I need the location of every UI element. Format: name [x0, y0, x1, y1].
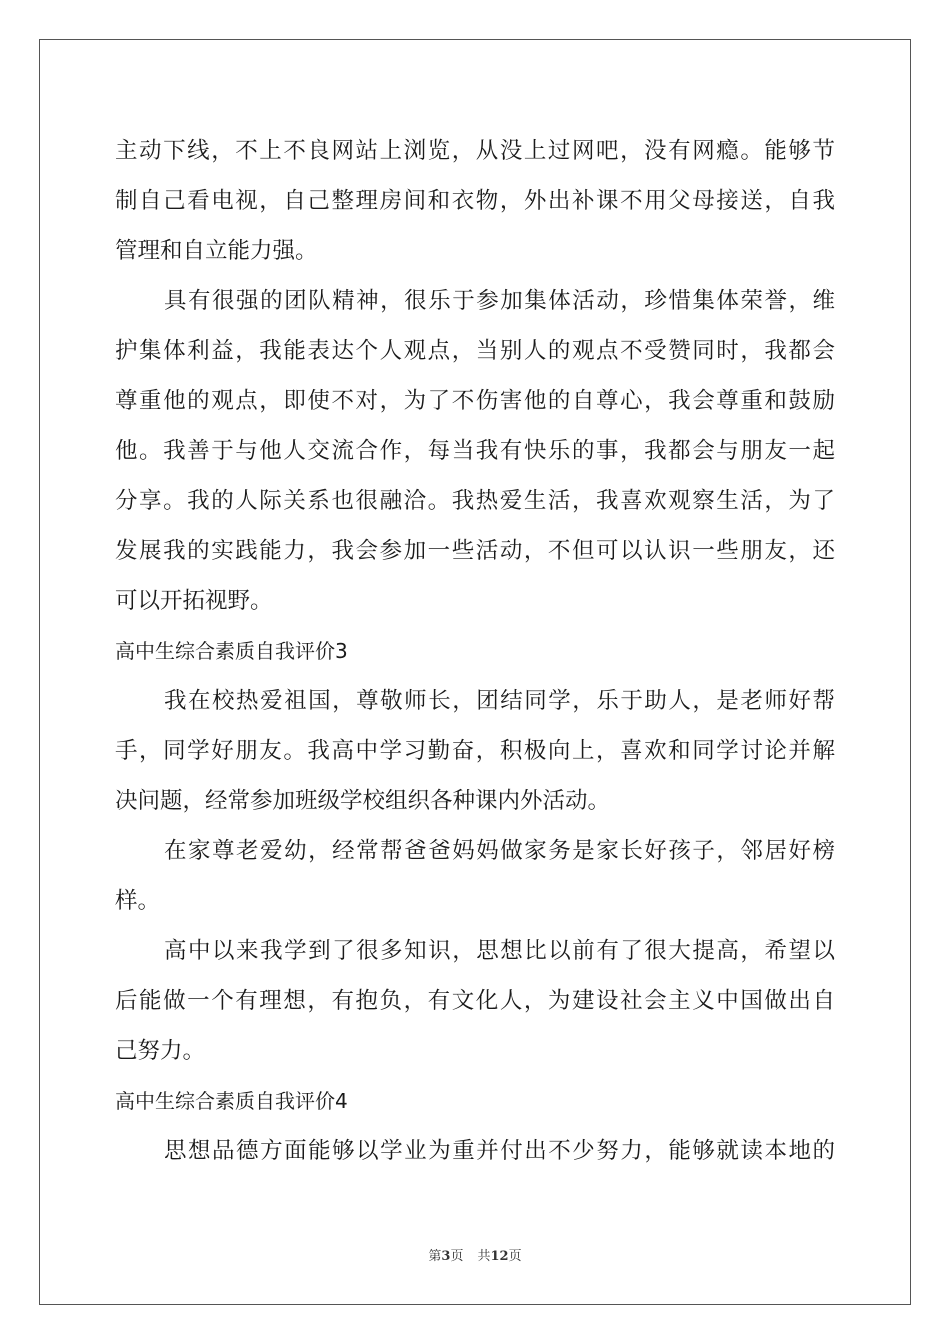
text-line: 可以开拓视野。	[115, 588, 273, 614]
text-line: 护集体利益，我能表达个人观点，当别人的观点不受赞同时，我都会	[115, 338, 835, 364]
text-line: 尊重他的观点，即使不对，为了不伤害他的自尊心，我会尊重和鼓励	[115, 388, 835, 414]
text-line: 主动下线，不上不良网站上浏览，从没上过网吧，没有网瘾。能够节	[115, 138, 835, 164]
total-pages: 12	[490, 1249, 509, 1264]
page-suffix: 页	[450, 1249, 464, 1264]
text-line: 后能做一个有理想，有抱负，有文化人，为建设社会主义中国做出自	[115, 988, 835, 1014]
section-heading: 高中生综合素质自我评价3	[115, 639, 348, 663]
page-prefix: 第	[428, 1249, 442, 1264]
text-line: 发展我的实践能力，我会参加一些活动，不但可以认识一些朋友，还	[115, 538, 835, 564]
section-heading: 高中生综合素质自我评价4	[115, 1089, 348, 1113]
page-footer	[0, 1245, 950, 1264]
text-line: 具有很强的团队精神，很乐于参加集体活动，珍惜集体荣誉，维	[164, 288, 835, 314]
total-prefix: 共	[477, 1249, 491, 1264]
text-line: 样。	[115, 888, 161, 914]
text-line: 管理和自立能力强。	[115, 238, 318, 264]
text-line: 我在校热爱祖国，尊敬师长，团结同学，乐于助人，是老师好帮	[164, 688, 835, 714]
text-line: 思想品德方面能够以学业为重并付出不少努力，能够就读本地的	[164, 1138, 835, 1164]
text-line: 手，同学好朋友。我高中学习勤奋，积极向上，喜欢和同学讨论并解	[115, 738, 835, 764]
text-line: 高中以来我学到了很多知识，思想比以前有了很大提高，希望以	[164, 938, 835, 964]
text-line: 决问题，经常参加班级学校组织各种课内外活动。	[115, 788, 611, 814]
total-suffix: 页	[508, 1249, 522, 1264]
document-body	[115, 126, 835, 1176]
text-line: 他。我善于与他人交流合作，每当我有快乐的事，我都会与朋友一起	[115, 438, 835, 464]
text-line: 在家尊老爱幼，经常帮爸爸妈妈做家务是家长好孩子，邻居好榜	[164, 838, 835, 864]
text-line: 分享。我的人际关系也很融洽。我热爱生活，我喜欢观察生活，为了	[115, 488, 835, 514]
page-number: 3	[441, 1249, 451, 1264]
text-line: 制自己看电视，自己整理房间和衣物，外出补课不用父母接送，自我	[115, 188, 835, 214]
text-line: 己努力。	[115, 1038, 206, 1064]
